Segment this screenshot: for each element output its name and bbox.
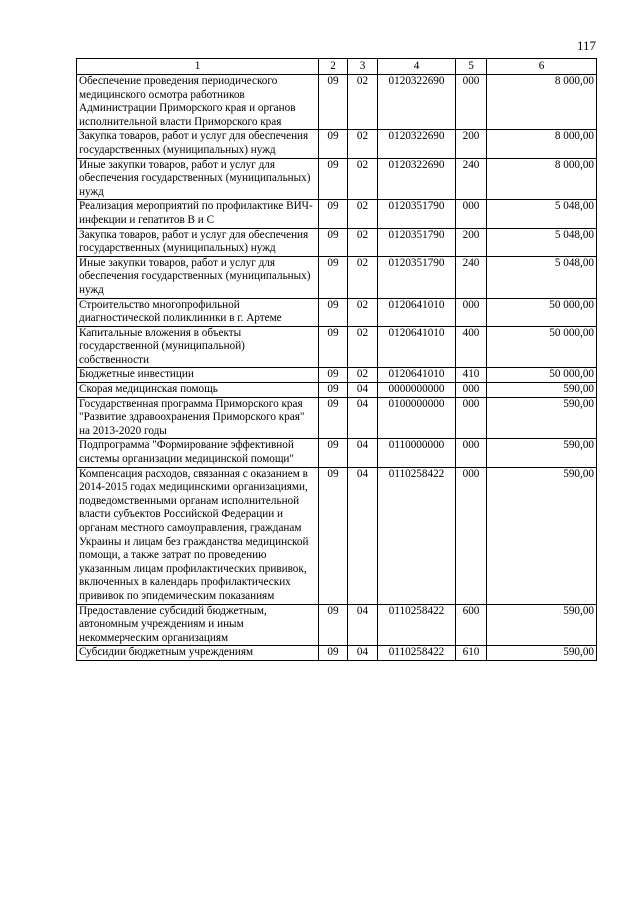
row-section-cell: 09 [319, 397, 348, 439]
row-name-cell: Подпрограмма "Формирование эффективной системы организации медицинской помощи" [77, 439, 319, 467]
row-name-cell: Государственная программа Приморского края "Развитие здравоохранения Приморского края" на 2013-2020 годы [77, 397, 319, 439]
row-target-article-cell: 0120322690 [378, 158, 456, 200]
row-subsection-cell: 04 [348, 439, 378, 467]
row-amount-cell: 50 000,00 [487, 368, 597, 383]
row-section-cell: 09 [319, 439, 348, 467]
row-section-cell: 09 [319, 298, 348, 326]
table-row [77, 298, 597, 326]
row-name-cell: Компенсация расходов, связанная с оказанием в 2014-2015 годах медицинскими организациями, подведомственными органам исполнительной власти субъектов Российской Федерации и органам местного самоуправления, гражданам Украины и лицам без гражданства медицинской помощи, а также затрат по проведению указанным лицам профилактических прививок, включенных в календарь профилактических прививок по эпидемическим показаниям [77, 467, 319, 604]
table-row [77, 256, 597, 298]
row-amount-cell: 8 000,00 [487, 75, 597, 130]
row-name-cell: Обеспечение проведения периодического медицинского осмотра работников Администрации Приморского края и органов исполнительной власти Приморского края [77, 75, 319, 130]
row-amount-cell: 8 000,00 [487, 130, 597, 158]
row-subsection-cell: 04 [348, 604, 378, 646]
row-target-article-cell: 0120351790 [378, 228, 456, 256]
row-section-cell: 09 [319, 130, 348, 158]
row-name-cell: Субсидии бюджетным учреждениям [77, 646, 319, 661]
table-row [77, 439, 597, 467]
row-amount-cell: 50 000,00 [487, 298, 597, 326]
table-row [77, 228, 597, 256]
table-row [77, 158, 597, 200]
table-body [77, 75, 597, 661]
table-row [77, 326, 597, 368]
row-expense-type-cell: 000 [456, 397, 487, 439]
row-section-cell: 09 [319, 326, 348, 368]
column-header: 3 [348, 59, 378, 75]
table-row [77, 467, 597, 604]
row-section-cell: 09 [319, 256, 348, 298]
column-header: 2 [319, 59, 348, 75]
row-expense-type-cell: 000 [456, 439, 487, 467]
table-row [77, 383, 597, 398]
row-amount-cell: 590,00 [487, 439, 597, 467]
row-expense-type-cell: 240 [456, 158, 487, 200]
column-header: 6 [487, 59, 597, 75]
row-subsection-cell: 02 [348, 256, 378, 298]
row-name-cell: Скорая медицинская помощь [77, 383, 319, 398]
row-amount-cell: 8 000,00 [487, 158, 597, 200]
row-subsection-cell: 04 [348, 383, 378, 398]
row-expense-type-cell: 000 [456, 383, 487, 398]
row-name-cell: Предоставление субсидий бюджетным, автономным учреждениям и иным некоммерческим организациям [77, 604, 319, 646]
table-row [77, 646, 597, 661]
budget-table [76, 58, 597, 661]
table-row [77, 200, 597, 228]
table-row [77, 130, 597, 158]
row-target-article-cell: 0110258422 [378, 646, 456, 661]
row-name-cell: Закупка товаров, работ и услуг для обеспечения государственных (муниципальных) нужд [77, 228, 319, 256]
row-target-article-cell: 0100000000 [378, 397, 456, 439]
row-subsection-cell: 04 [348, 397, 378, 439]
row-subsection-cell: 02 [348, 368, 378, 383]
row-subsection-cell: 02 [348, 75, 378, 130]
row-target-article-cell: 0120322690 [378, 75, 456, 130]
row-section-cell: 09 [319, 604, 348, 646]
row-amount-cell: 5 048,00 [487, 256, 597, 298]
table-header-row [77, 59, 597, 75]
row-name-cell: Иные закупки товаров, работ и услуг для обеспечения государственных (муниципальных) нужд [77, 158, 319, 200]
row-subsection-cell: 02 [348, 130, 378, 158]
row-amount-cell: 590,00 [487, 467, 597, 604]
row-target-article-cell: 0110258422 [378, 604, 456, 646]
column-header: 5 [456, 59, 487, 75]
row-target-article-cell: 0120351790 [378, 200, 456, 228]
row-subsection-cell: 02 [348, 158, 378, 200]
table-row [77, 397, 597, 439]
row-amount-cell: 5 048,00 [487, 200, 597, 228]
row-section-cell: 09 [319, 368, 348, 383]
row-expense-type-cell: 240 [456, 256, 487, 298]
row-expense-type-cell: 200 [456, 130, 487, 158]
row-name-cell: Реализация мероприятий по профилактике ВИЧ-инфекции и гепатитов B и C [77, 200, 319, 228]
row-amount-cell: 590,00 [487, 383, 597, 398]
row-section-cell: 09 [319, 158, 348, 200]
row-name-cell: Закупка товаров, работ и услуг для обеспечения государственных (муниципальных) нужд [77, 130, 319, 158]
row-amount-cell: 590,00 [487, 397, 597, 439]
column-header: 1 [77, 59, 319, 75]
table-row [77, 604, 597, 646]
row-section-cell: 09 [319, 467, 348, 604]
row-subsection-cell: 04 [348, 467, 378, 604]
row-expense-type-cell: 410 [456, 368, 487, 383]
row-target-article-cell: 0120351790 [378, 256, 456, 298]
row-section-cell: 09 [319, 228, 348, 256]
row-target-article-cell: 0120641010 [378, 298, 456, 326]
row-target-article-cell: 0110000000 [378, 439, 456, 467]
row-amount-cell: 590,00 [487, 646, 597, 661]
row-target-article-cell: 0110258422 [378, 467, 456, 604]
row-expense-type-cell: 000 [456, 75, 487, 130]
row-section-cell: 09 [319, 200, 348, 228]
row-target-article-cell: 0000000000 [378, 383, 456, 398]
row-target-article-cell: 0120641010 [378, 326, 456, 368]
row-name-cell: Капитальные вложения в объекты государственной (муниципальной) собственности [77, 326, 319, 368]
column-header: 4 [378, 59, 456, 75]
row-subsection-cell: 02 [348, 228, 378, 256]
row-target-article-cell: 0120641010 [378, 368, 456, 383]
row-name-cell: Бюджетные инвестиции [77, 368, 319, 383]
table-row [77, 75, 597, 130]
row-target-article-cell: 0120322690 [378, 130, 456, 158]
row-section-cell: 09 [319, 383, 348, 398]
row-amount-cell: 5 048,00 [487, 228, 597, 256]
row-section-cell: 09 [319, 75, 348, 130]
row-amount-cell: 50 000,00 [487, 326, 597, 368]
row-subsection-cell: 02 [348, 200, 378, 228]
row-expense-type-cell: 600 [456, 604, 487, 646]
row-name-cell: Иные закупки товаров, работ и услуг для обеспечения государственных (муниципальных) нужд [77, 256, 319, 298]
row-expense-type-cell: 610 [456, 646, 487, 661]
table-row [77, 368, 597, 383]
page-number: 117 [576, 38, 596, 53]
row-expense-type-cell: 000 [456, 467, 487, 604]
row-subsection-cell: 04 [348, 646, 378, 661]
row-subsection-cell: 02 [348, 326, 378, 368]
row-expense-type-cell: 200 [456, 228, 487, 256]
row-amount-cell: 590,00 [487, 604, 597, 646]
row-section-cell: 09 [319, 646, 348, 661]
row-expense-type-cell: 400 [456, 326, 487, 368]
row-expense-type-cell: 000 [456, 298, 487, 326]
row-subsection-cell: 02 [348, 298, 378, 326]
row-name-cell: Строительство многопрофильной диагностической поликлиники в г. Артеме [77, 298, 319, 326]
row-expense-type-cell: 000 [456, 200, 487, 228]
